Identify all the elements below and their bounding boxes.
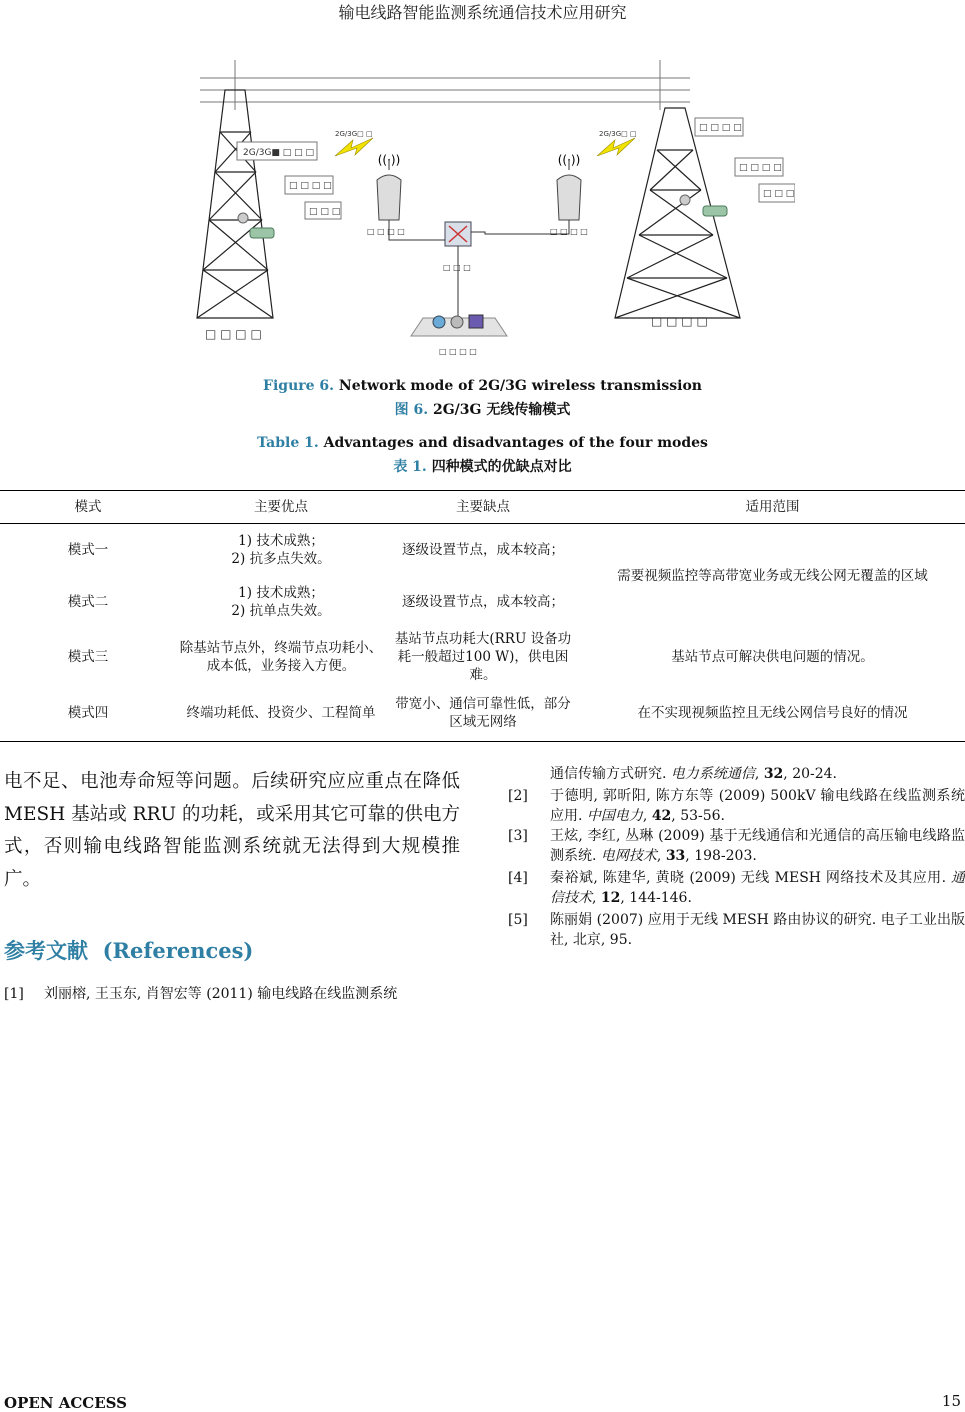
wireless-label-right: 2G/3G□ □	[599, 130, 637, 138]
reference-authors-title: 秦裕斌, 陈建华, 黄晓 (2009) 无线 MESH 网络技术及其应用.	[550, 870, 951, 886]
reference-text: 于德明, 郭昕阳, 陈方东等 (2009) 500kV 输电线路在线监测系统应用. 中国电力, 42, 53-56.	[550, 788, 965, 824]
reference-pages: , 144-146.	[620, 890, 692, 906]
cell-advantages: 终端功耗低、投资少、工程简单	[176, 686, 386, 742]
module-label: 2G/3G■ □ □ □	[243, 148, 315, 158]
reference-number: [3]	[508, 828, 528, 844]
cell-advantages	[176, 576, 386, 628]
router-icon	[445, 222, 471, 246]
cell-disadvantages: 逐级设置节点，成本较高；	[402, 593, 564, 610]
figure-caption-en-label: Figure 6.	[263, 378, 335, 394]
references-heading-en: (References)	[102, 938, 254, 963]
reference-item	[508, 786, 965, 828]
header-scope: 适用范围	[580, 491, 965, 524]
box-right-label-2: □ □ □ □	[739, 163, 782, 173]
cell-advantages	[176, 524, 386, 576]
server-icon	[411, 315, 507, 336]
reference-volume: 33	[665, 848, 686, 864]
reference-authors-title: 于德明, 郭昕阳, 陈方东等 (2009) 500kV 输电线路在线监测系统应用.	[550, 788, 965, 824]
cell-mode: 模式四	[0, 686, 176, 742]
box-left-label-2: □ □ □	[309, 207, 341, 217]
reference-journal: 电力系统通信	[670, 766, 755, 782]
tower-right-label: □ □ □ □	[651, 314, 708, 328]
table-row	[0, 686, 965, 742]
header-mode: 模式	[0, 491, 176, 524]
reference-volume: 42	[651, 808, 672, 824]
running-header: 输电线路智能监测系统通信技术应用研究	[338, 3, 627, 22]
table-caption-cn-label: 表 1.	[393, 459, 427, 475]
table-caption-en-label: Table 1.	[257, 435, 319, 451]
references-heading-cn: 参考文献	[4, 938, 88, 963]
lightning-left-icon	[335, 138, 373, 156]
reference-pages: , 53-56.	[671, 808, 726, 824]
references-heading	[4, 935, 253, 965]
antenna-left-icon	[377, 153, 401, 220]
reference-text: 王炫, 李红, 丛琳 (2009) 基于无线通信和光通信的高压输电线路监测系统. 电网技术, 33, 198-203.	[550, 828, 965, 864]
reference-item	[508, 764, 965, 786]
comparison-table	[0, 490, 965, 742]
connections	[389, 220, 569, 318]
power-lines	[200, 60, 690, 110]
cell-scope: 需要视频监控等高带宽业务或无线公网无覆盖的区域	[617, 567, 928, 584]
antenna-right-icon	[557, 153, 581, 220]
cell-advantages: 除基站节点外，终端节点功耗小、成本低，业务接入方便。	[179, 639, 383, 674]
cell-mode: 模式二	[67, 593, 109, 610]
figure-caption-en-text: Network mode of 2G/3G wireless transmission	[338, 378, 702, 394]
reference-item	[4, 984, 460, 1006]
tower-left-icon	[197, 90, 273, 318]
reference-number: [4]	[508, 870, 528, 886]
svg-text:((·)): ((·))	[557, 153, 581, 167]
cell-scope: 基站节点可解决供电问题的情况。	[671, 648, 874, 665]
box-right-label-3: □ □ □	[763, 189, 795, 199]
figure-caption-cn-text: 2G/3G 无线传输模式	[432, 402, 571, 418]
svg-text:((·)): ((·))	[377, 153, 401, 167]
reference-journal: 中国电力	[586, 808, 643, 824]
wireless-label-left: 2G/3G□ □	[335, 130, 373, 138]
reference-authors-title: 通信传输方式研究.	[550, 766, 671, 782]
reference-text: 秦裕斌, 陈建华, 黄晓 (2009) 无线 MESH 网络技术及其应用. 通信技术, 12, 144-146.	[550, 870, 965, 906]
page-number: 15	[941, 1392, 961, 1410]
figure-caption-en	[0, 378, 965, 394]
reference-text: 通信传输方式研究. 电力系统通信, 32, 20-24.	[550, 766, 838, 782]
reference-text: 陈丽娟 (2007) 应用于无线 MESH 路由协议的研究. 电子工业出版社, 北京, 95.	[550, 912, 965, 948]
table-caption-cn	[0, 456, 965, 476]
cell-disadvantages: 基站节点功耗大(RRU 设备功耗一般超过100 W)，供电困难。	[394, 630, 572, 683]
camera-right-icon	[680, 195, 727, 216]
reference-text: 刘丽榕, 王玉东, 肖智宏等 (2011) 输电线路在线监测系统	[44, 986, 398, 1002]
cell-scope: 在不实现视频监控且无线公网信号良好的情况	[580, 686, 965, 742]
reference-number: [2]	[508, 788, 528, 804]
reference-item	[508, 826, 965, 868]
label-boxes	[237, 118, 795, 219]
table-caption-en-text: Advantages and disadvantages of the four modes	[323, 435, 708, 451]
cell-disadvantages: 逐级设置节点，成本较高；	[402, 541, 564, 558]
table-header-row	[0, 491, 965, 524]
box-right-label-1: □ □ □ □	[699, 123, 742, 133]
reference-item	[508, 910, 965, 952]
header-disadvantages: 主要缺点	[386, 491, 580, 524]
antenna-right-label: □ □ □ □	[550, 227, 588, 236]
table-row	[0, 628, 965, 686]
table-caption-cn-text: 四种模式的优缺点对比	[431, 459, 572, 475]
footer-open-access: OPEN ACCESS	[4, 1394, 127, 1412]
reference-number: [1]	[4, 986, 24, 1002]
network-figure	[195, 60, 795, 360]
reference-volume: 12	[600, 890, 621, 906]
figure-caption-cn	[0, 399, 965, 419]
cell-disadvantages: 带宽小、通信可靠性低，部分区域无网络	[386, 686, 580, 742]
reference-item	[508, 868, 965, 910]
box-left-label-1: □ □ □ □	[289, 181, 332, 191]
reference-volume: 32	[763, 766, 784, 782]
server-label: □ □ □ □	[439, 347, 477, 356]
lightning-right-icon	[597, 138, 635, 156]
reference-journal: 电网技术	[600, 848, 657, 864]
reference-pages: , 198-203.	[685, 848, 757, 864]
reference-authors-title: 王炫, 李红, 丛琳 (2009) 基于无线通信和光通信的高压输电线路监测系统.	[550, 828, 965, 864]
reference-journal: 通信技术	[550, 870, 965, 906]
advantage-line: 1) 技术成熟；	[238, 532, 324, 549]
table-caption-en	[0, 435, 965, 451]
header-advantages: 主要优点	[176, 491, 386, 524]
advantage-line: 2) 抗单点失效。	[231, 602, 331, 619]
antenna-left-label: □ □ □ □	[367, 227, 405, 236]
router-label: □ □ □	[443, 263, 471, 272]
cell-mode: 模式三	[67, 648, 109, 665]
table-row	[0, 524, 965, 576]
tower-left-label: □ □ □ □	[205, 327, 262, 341]
body-paragraph: 电不足、电池寿命短等问题。后续研究应应重点在降低 MESH 基站或 RRU 的功耗，或采用其它可靠的供电方式，否则输电线路智能监测系统就无法得到大规模推广。	[4, 771, 460, 890]
reference-pages: , 20-24.	[783, 766, 838, 782]
cell-mode: 模式一	[67, 541, 109, 558]
advantage-line: 1) 技术成熟；	[238, 584, 324, 601]
advantage-line: 2) 抗多点失效。	[231, 550, 331, 567]
figure-caption-cn-label: 图 6.	[394, 402, 429, 418]
reference-number: [5]	[508, 912, 528, 928]
